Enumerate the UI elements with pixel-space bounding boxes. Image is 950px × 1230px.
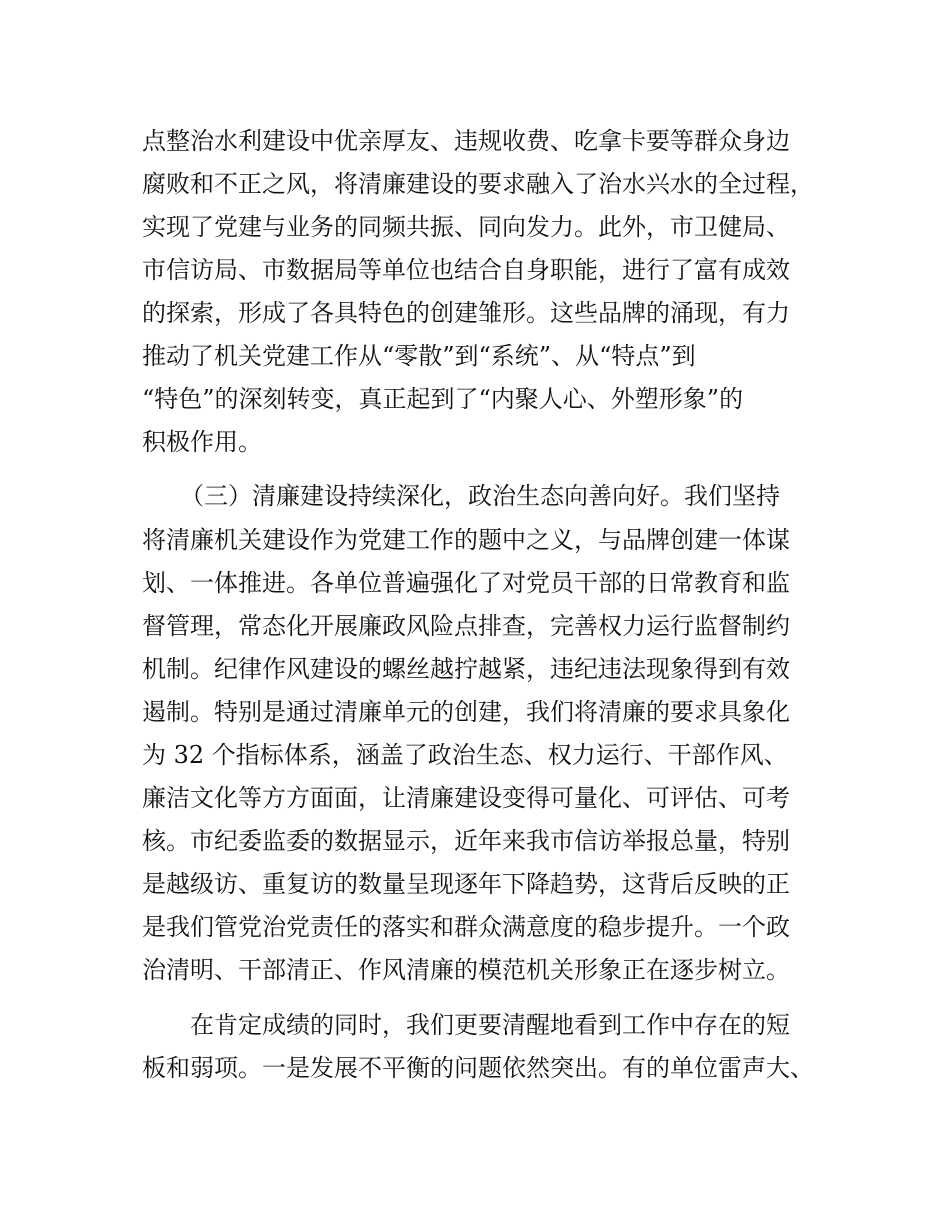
paragraph-1-line-8: 积极作用。	[142, 428, 262, 456]
paragraph-2-line-3: 划、一体推进。各单位普遍强化了对党员干部的日常教育和监	[142, 569, 790, 597]
paragraph-3-line-2: 板和弱项。一是发展不平衡的问题依然突出。有的单位雷声大、	[142, 1054, 814, 1082]
paragraph-2-line-10: 是越级访、重复访的数量呈现逐年下降趋势，这背后反映的正	[142, 870, 790, 898]
paragraph-1-line-5: 的探索，形成了各具特色的创建雏形。这些品牌的涌现，有力	[142, 299, 790, 327]
paragraph-2-line-4: 督管理，常态化开展廉政风险点排查，完善权力运行监督制约	[142, 612, 790, 640]
paragraph-1-line-6: 推动了机关党建工作从“零散”到“系统”、从“特点”到	[142, 342, 696, 370]
paragraph-1-line-2: 腐败和不正之风，将清廉建设的要求融入了治水兴水的全过程，	[142, 170, 814, 198]
paragraph-2-line-6: 遏制。特别是通过清廉单元的创建，我们将清廉的要求具象化	[142, 698, 790, 726]
paragraph-2-line-11: 是我们管党治党责任的落实和群众满意度的稳步提升。一个政	[142, 913, 790, 941]
paragraph-2-line-5: 机制。纪律作风建设的螺丝越拧越紧，违纪违法现象得到有效	[142, 655, 790, 683]
paragraph-2-line-2: 将清廉机关建设作为党建工作的题中之义，与品牌创建一体谋	[142, 526, 790, 554]
paragraph-2-line-9: 核。市纪委监委的数据显示，近年来我市信访举报总量，特别	[142, 827, 790, 855]
paragraph-1-line-3: 实现了党建与业务的同频共振、同向发力。此外，市卫健局、	[142, 213, 790, 241]
paragraph-3-line-1: 在肯定成绩的同时，我们更要清醒地看到工作中存在的短	[190, 1011, 790, 1039]
paragraph-1-line-7: “特色”的深刻转变，真正起到了“内聚人心、外塑形象”的	[142, 385, 744, 413]
paragraph-2-line-12: 治清明、干部清正、作风清廉的模范机关形象正在逐步树立。	[142, 956, 790, 984]
paragraph-2-line-1: （三）清廉建设持续深化，政治生态向善向好。我们坚持	[180, 482, 780, 510]
paragraph-2-line-7: 为 32 个指标体系，涵盖了政治生态、权力运行、干部作风、	[142, 741, 788, 769]
paragraph-1-line-4: 市信访局、市数据局等单位也结合自身职能，进行了富有成效	[142, 256, 790, 284]
paragraph-2-line-8: 廉洁文化等方方面面，让清廉建设变得可量化、可评估、可考	[142, 784, 790, 812]
paragraph-1-line-1: 点整治水利建设中优亲厚友、违规收费、吃拿卡要等群众身边	[142, 127, 790, 155]
